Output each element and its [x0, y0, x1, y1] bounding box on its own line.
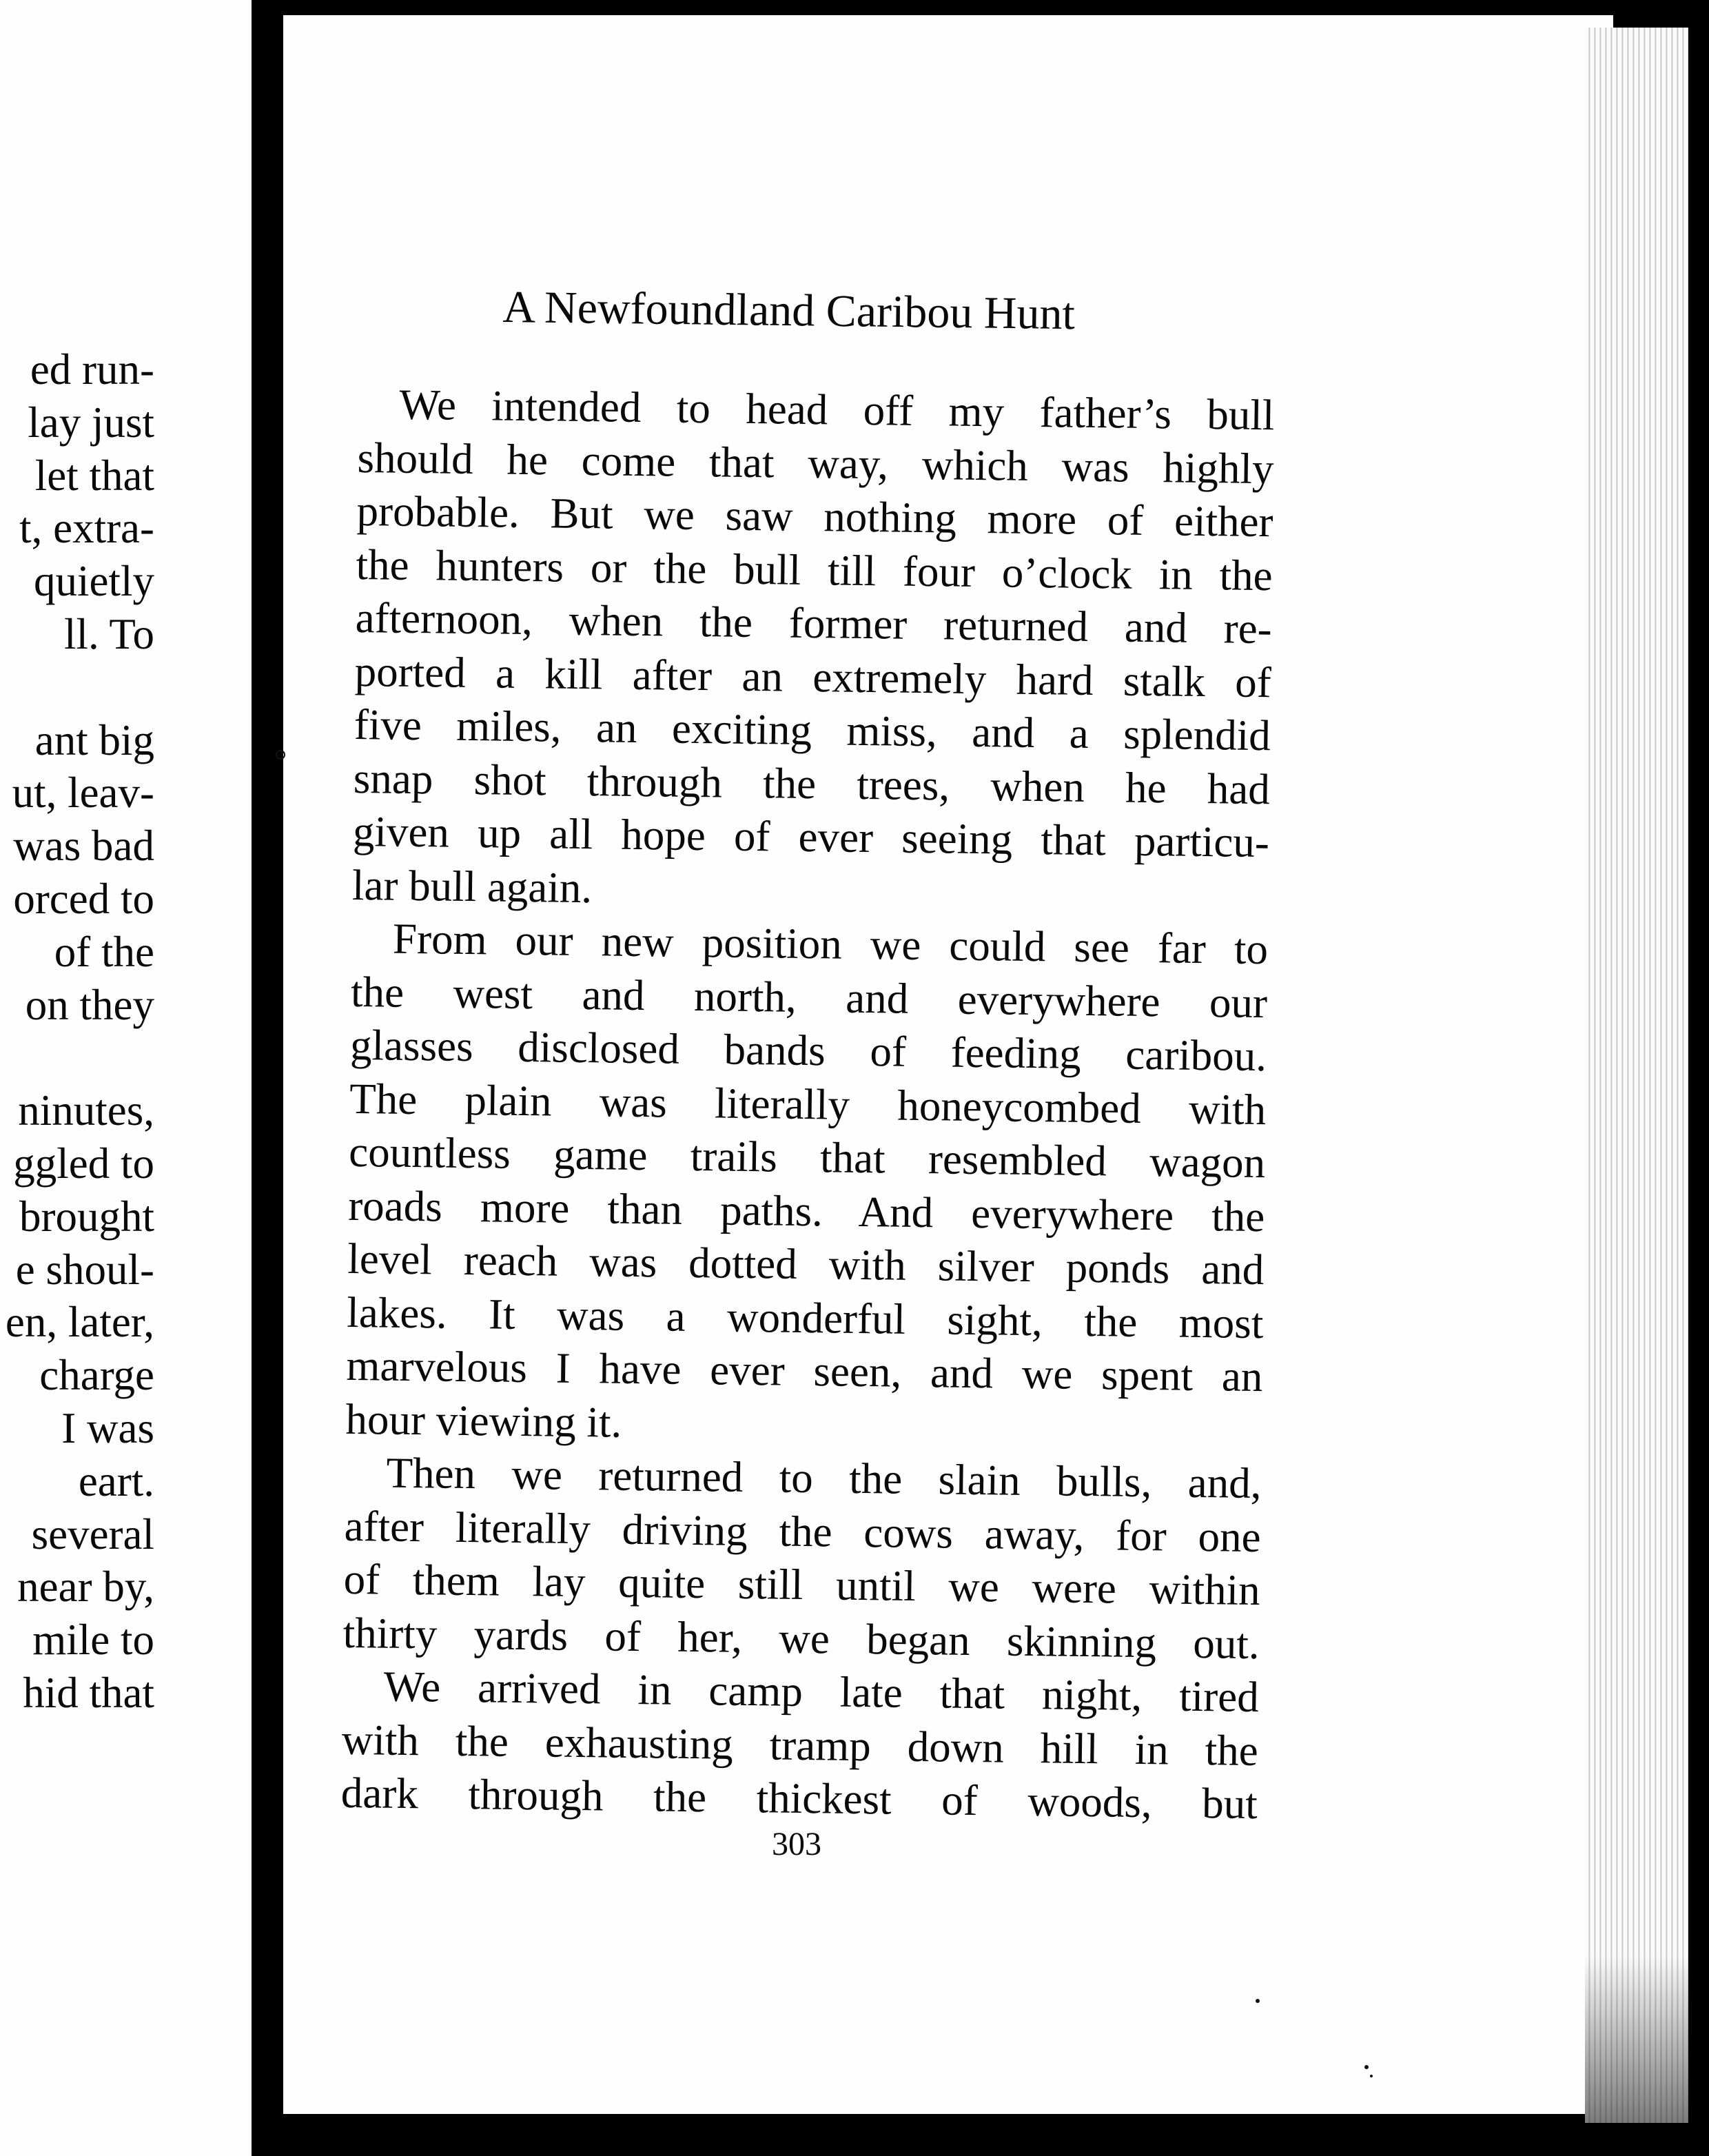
text-line: of them lay quite still until we were within — [343, 1554, 1261, 1615]
binding-hole — [276, 750, 285, 760]
text-line: afternoon, when the former returned and re- — [355, 593, 1273, 653]
left-line: hid that — [23, 1668, 154, 1717]
left-line: quietly — [34, 557, 154, 606]
print-speck — [1364, 2065, 1369, 2069]
left-line: orced to — [13, 874, 154, 923]
page-number: 303 — [772, 1826, 821, 1862]
book-binding — [252, 0, 283, 2156]
left-line: ant big — [34, 715, 154, 764]
left-line: of the — [54, 927, 154, 976]
left-line: on they — [25, 980, 154, 1029]
left-line — [0, 661, 154, 714]
text-line: countless game trails that resembled wagon — [348, 1127, 1266, 1188]
text-line: level reach was dotted with silver ponds and — [347, 1234, 1265, 1294]
left-line: e shoul- — [15, 1245, 154, 1294]
page-edges-shadow — [1585, 28, 1688, 2123]
left-line: I was — [61, 1403, 154, 1452]
left-line: eart. — [78, 1456, 154, 1505]
left-line: lay just — [28, 398, 154, 447]
text-line: roads more than paths. And everywhere the — [347, 1181, 1265, 1241]
left-page-text — [0, 343, 154, 1720]
left-line: was bad — [13, 822, 154, 871]
text-line: five miles, an exciting miss, and a splendid — [354, 700, 1271, 760]
left-line: t, extra- — [19, 504, 154, 553]
text-line: after literally driving the cows away, for one — [344, 1501, 1261, 1561]
text-line: given up all hope of ever seeing that particu- — [352, 806, 1270, 867]
text-line: should he come that way, which was highly — [357, 433, 1274, 493]
text-line: marvelous I have ever seen, and we spent an — [346, 1341, 1263, 1401]
text-line: We arrived in camp late that night, tired — [383, 1662, 1260, 1722]
left-line: let that — [34, 451, 154, 500]
running-head: A Newfoundland Caribou Hunt — [502, 281, 1076, 340]
text-line: the west and north, and everywhere our — [350, 967, 1268, 1027]
text-line: Then we returned to the slain bulls, and, — [386, 1448, 1262, 1508]
left-line: en, later, — [5, 1298, 154, 1347]
text-line: snap shot through the trees, when he had — [353, 753, 1271, 813]
text-line: with the exhausting tramp down hill in the — [341, 1715, 1259, 1775]
left-line — [0, 1031, 154, 1084]
text-line: From our new position we could see far to — [392, 914, 1269, 974]
text-line: the hunters or the bull till four o’clock in the — [356, 540, 1273, 600]
text-line: hour viewing it. — [345, 1394, 622, 1447]
left-line: ut, leav- — [12, 769, 154, 817]
left-line: charge — [39, 1351, 154, 1400]
left-line: ll. To — [64, 609, 154, 658]
text-line: We intended to head off my father’s bull — [399, 380, 1275, 440]
text-line: thirty yards of her, we began skinning out. — [342, 1608, 1260, 1668]
left-page — [0, 0, 256, 2156]
left-line: brought — [19, 1192, 154, 1241]
left-line: near by, — [17, 1563, 154, 1611]
body-text — [340, 378, 1274, 1831]
left-line: mile to — [32, 1616, 154, 1665]
left-line: ninutes, — [18, 1086, 154, 1135]
text-line: probable. But we saw nothing more of either — [356, 486, 1273, 547]
text-line: ported a kill after an extremely hard stalk of — [354, 647, 1272, 706]
text-line: The plain was literally honeycombed with — [349, 1074, 1267, 1134]
text-line: lakes. It was a wonderful sight, the most — [347, 1288, 1264, 1348]
text-line: lar bull again. — [351, 860, 593, 912]
text-line: dark through the thickest of woods, but — [340, 1768, 1258, 1829]
print-speck — [1256, 1999, 1260, 2003]
left-line: ed run- — [30, 345, 154, 394]
left-line: ggled to — [13, 1139, 154, 1188]
left-line: several — [31, 1509, 154, 1558]
print-speck — [1370, 2075, 1373, 2077]
text-line: glasses disclosed bands of feeding caribou. — [349, 1020, 1267, 1081]
